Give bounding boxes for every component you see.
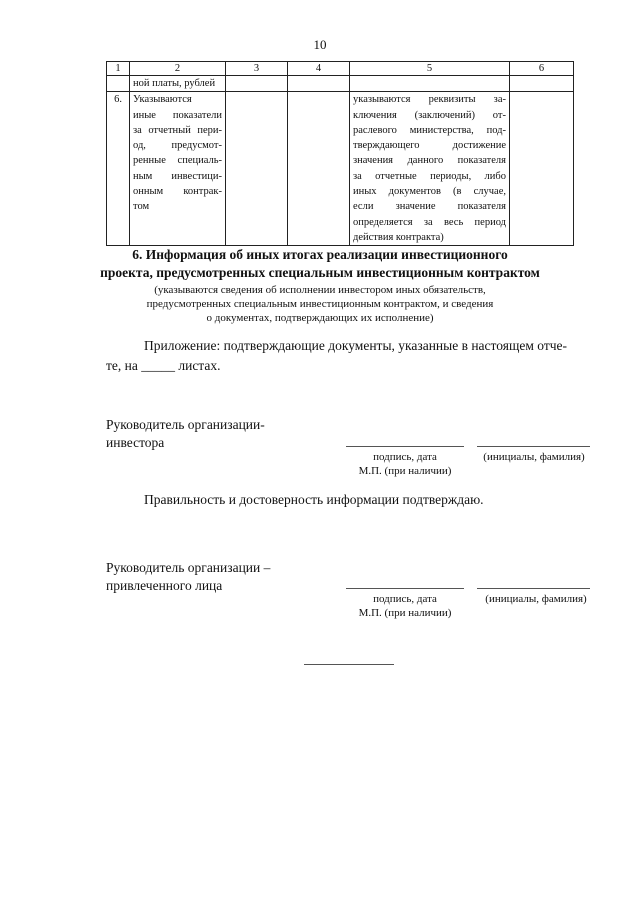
text-line: иных документов (в случае, — [353, 186, 506, 198]
signer-label-line: инвестора — [106, 435, 165, 450]
header-cell: 6 — [510, 62, 574, 76]
text-line: значения данного показателя — [353, 155, 506, 167]
signature-caption: подпись, дата — [373, 593, 437, 605]
name-caption: (инициалы, фамилия) — [485, 593, 587, 605]
signer-label-line: Руководитель организации – — [106, 560, 271, 575]
table-cell — [288, 92, 350, 246]
signature-caption: подпись, дата — [373, 451, 437, 463]
text-line: указываются реквизиты за- — [353, 94, 506, 106]
table-cell — [510, 76, 574, 92]
text-line: том — [133, 201, 150, 213]
confirmation-details — [350, 92, 510, 246]
text-line: если значение показателя — [353, 201, 506, 213]
signer-label — [106, 559, 270, 595]
text-line: ключения (заключений) от- — [353, 109, 506, 121]
table-cell — [107, 76, 130, 92]
signature-line — [346, 446, 464, 447]
text-line: определяется за весь период — [353, 216, 506, 228]
section-title — [0, 246, 640, 282]
stamp-caption: М.П. (при наличии) — [358, 465, 452, 477]
signer-label-line: привлеченного лица — [106, 578, 223, 593]
header-cell: 3 — [226, 62, 288, 76]
signature-line — [346, 588, 464, 589]
report-table — [106, 61, 574, 246]
confirmation-text: Правильность и достоверность информации подтверждаю. — [144, 492, 484, 507]
section-title-line: 6. Информация об иных итогах реализации инвестиционного — [132, 247, 508, 262]
section-title-line: проекта, предусмотренных специальным инвестиционным контрактом — [100, 265, 540, 280]
text-line: од, предусмот- — [133, 140, 222, 152]
annex-line: Приложение: подтверждающие документы, указанные в настоящем отче- — [144, 338, 568, 353]
footer-divider — [304, 664, 394, 665]
section-note — [0, 283, 640, 325]
text-line: иные показатели — [133, 109, 222, 121]
header-cell: 1 — [107, 62, 130, 76]
table-cell — [226, 76, 288, 92]
row-number: 6. — [107, 92, 130, 246]
annex-paragraph — [106, 336, 596, 376]
table-cell — [350, 76, 510, 92]
text-line: тверждающего достижение — [353, 140, 506, 152]
header-cell: 5 — [350, 62, 510, 76]
stamp-caption: М.П. (при наличии) — [358, 607, 452, 619]
signer-label-line: Руководитель организации- — [106, 417, 265, 432]
section-note-line: предусмотренных специальным инвестиционным контрактом, и сведения — [146, 298, 494, 310]
text-line: за отчетный пери- — [133, 124, 222, 136]
page-number: 10 — [313, 37, 327, 52]
text-line: онным контрак- — [133, 186, 222, 198]
text-line: ренные специаль- — [133, 155, 222, 167]
text-line: раслевого министерства, под- — [353, 124, 506, 136]
annex-line: те, на _____ листах. — [106, 358, 221, 373]
table-cell: ной платы, рублей — [130, 76, 226, 92]
signer-label — [106, 416, 265, 452]
table-cell — [510, 92, 574, 246]
table-row — [107, 76, 574, 92]
text-line: за отчетные периоды, либо — [353, 170, 506, 182]
text-line: Указываются — [133, 94, 192, 106]
section-note-line: о документах, подтверждающих их исполнение) — [206, 312, 434, 324]
name-line — [477, 446, 590, 447]
table-row — [107, 92, 574, 246]
indicator-description — [130, 92, 226, 246]
table-cell — [288, 76, 350, 92]
text-line: действия контракта) — [353, 231, 444, 243]
table-header-row — [107, 62, 574, 76]
section-note-line: (указываются сведения об исполнении инвестором иных обязательств, — [154, 284, 486, 296]
table-cell — [226, 92, 288, 246]
name-line — [477, 588, 590, 589]
text-line: ным инвестици- — [133, 170, 222, 182]
header-cell: 2 — [130, 62, 226, 76]
header-cell: 4 — [288, 62, 350, 76]
name-caption: (инициалы, фамилия) — [483, 451, 585, 463]
